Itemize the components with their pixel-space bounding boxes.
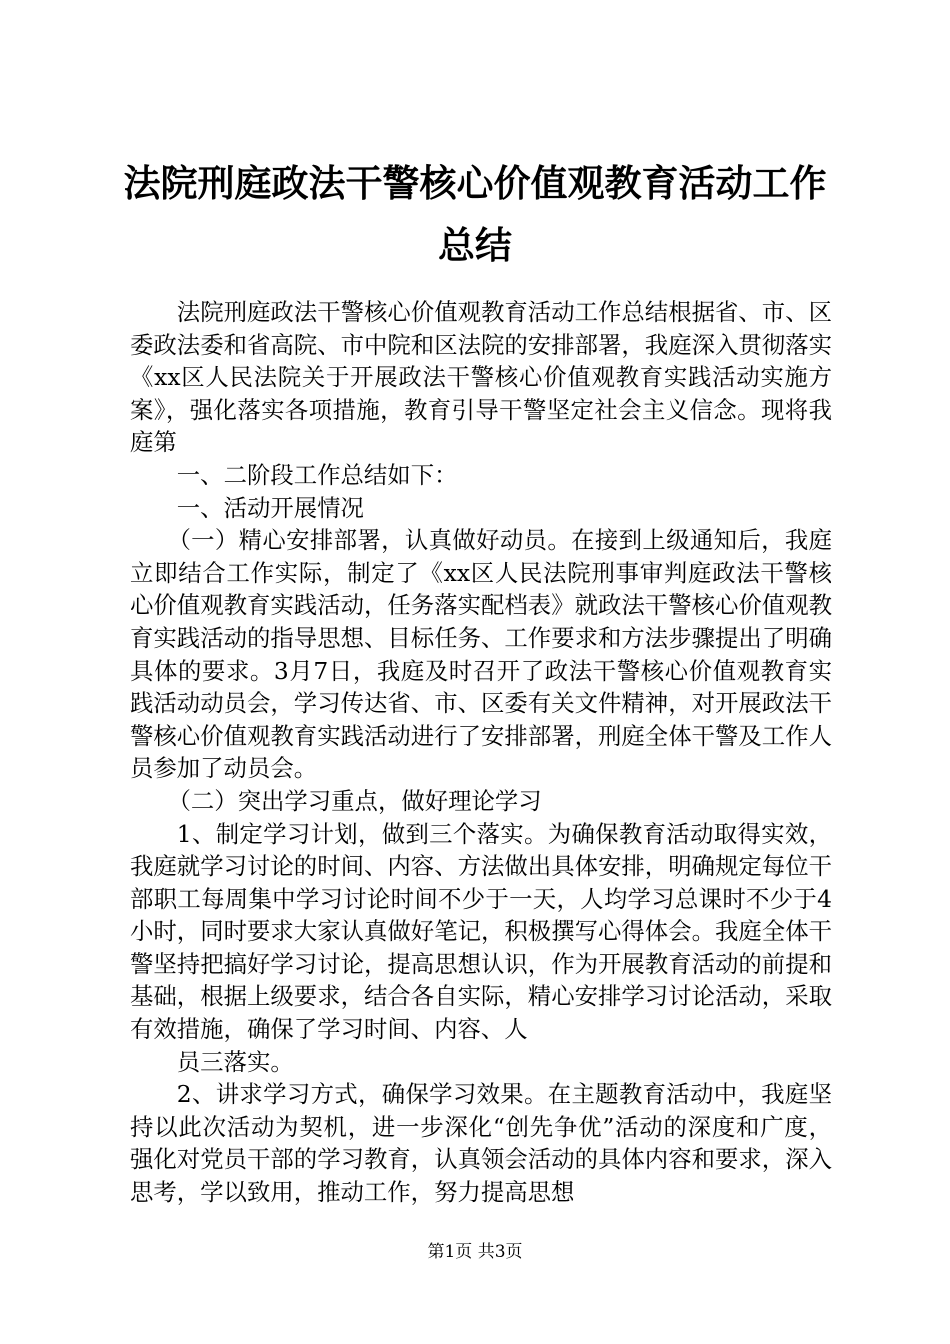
document-title: 法院刑庭政法干警核心价值观教育活动工作总结 <box>123 161 827 267</box>
intro-paragraph: 法院刑庭政法干警核心价值观教育活动工作总结根据省、市、区委政法委和省高院、市中院和区法院的安排部署，我庭深入贯彻落实《xx区人民法院关于开展政法干警核心价值观教育实践活动实施方案》，强化落实各项措施，教育引导干警坚定社会主义信念。现将我庭第 <box>130 298 832 457</box>
paragraph-deployment: （一）精心安排部署，认真做好动员。在接到上级通知后，我庭立即结合工作实际，制定了《xx区人民法院刑事审判庭政法干警核心价值观教育实践活动，任务落实配档表》就政法干警核心价值观教育实践活动的指导思想、目标任务、工作要求和方法步骤提出了明确具体的要求。3月7日，我庭及时召开了政法干警核心价值观教育实践活动动员会，学习传达省、市、区委有关文件精神，对开展政法干警核心价值观教育实践活动进行了安排部署，刑庭全体干警及工作人员参加了动员会。 <box>130 526 832 783</box>
paragraph-study-method: 2、讲求学习方式，确保学习效果。在主题教育活动中，我庭坚持以此次活动为契机，进一步深化“创先争优”活动的深度和广度，强化对党员干部的学习教育，认真领会活动的具体内容和要求，深入思考，学以致用，推动工作，努力提高思想 <box>130 1080 832 1207</box>
subheading-study: （二）突出学习重点，做好理论学习 <box>167 786 542 815</box>
paragraph-continuation: 员三落实。 <box>176 1047 294 1076</box>
page-footer: 第1页 共3页 <box>427 1242 523 1262</box>
document-body <box>130 296 832 1209</box>
paragraph-study-plan: 1、制定学习计划，做到三个落实。为确保教育活动取得实效，我庭就学习讨论的时间、内容、方法做出具体安排，明确规定每位干部职工每周集中学习讨论时间不少于一天，人均学习总课时不少于4小时，同时要求大家认真做好笔记，积极撰写心得体会。我庭全体干警坚持把搞好学习讨论，提高思想认识，作为开展教育活动的前提和基础，根据上级要求，结合各自实际，精心安排学习讨论活动，采取有效措施，确保了学习时间、内容、人 <box>130 819 832 1044</box>
stage-summary-line: 一、二阶段工作总结如下： <box>176 460 458 489</box>
section-heading-activity: 一、活动开展情况 <box>176 493 364 522</box>
